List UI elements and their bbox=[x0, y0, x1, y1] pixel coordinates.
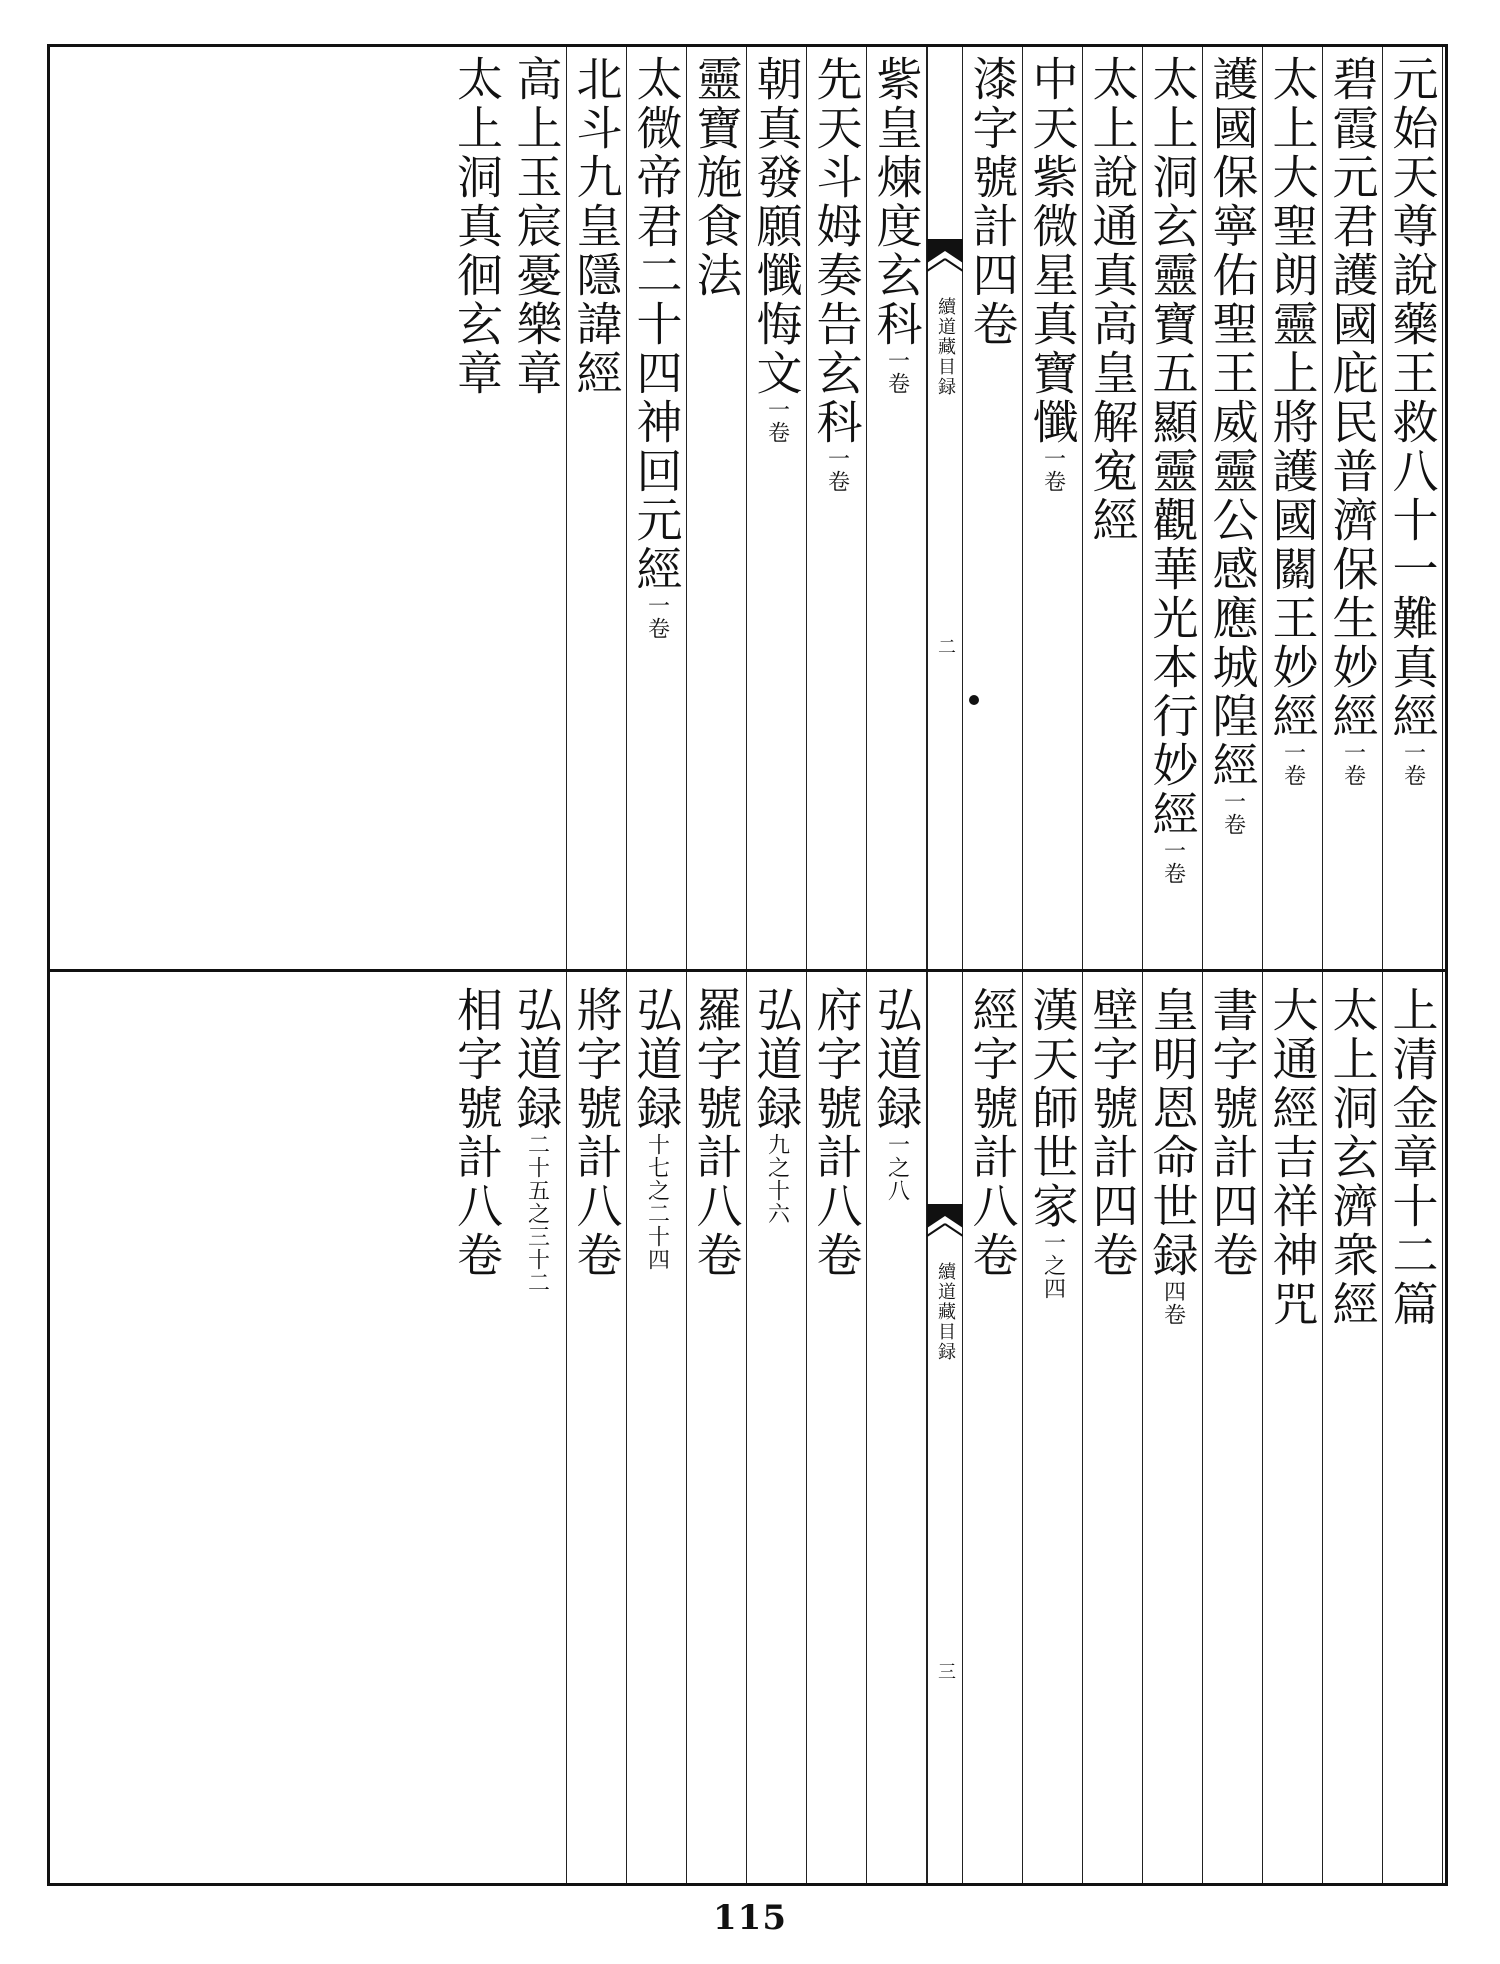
volume-note: 一卷 bbox=[1400, 741, 1426, 787]
entry-text bbox=[1265, 55, 1320, 787]
folio-number: 二 bbox=[935, 637, 956, 655]
entry-text bbox=[749, 55, 804, 444]
entry-text bbox=[450, 55, 504, 398]
entry-text bbox=[1385, 986, 1440, 1329]
entry-text bbox=[869, 986, 924, 1202]
volume-note: 一卷 bbox=[1220, 790, 1246, 836]
column-right-col-6 bbox=[1023, 47, 1083, 969]
entry-text bbox=[1205, 986, 1260, 1280]
column-left-col-4 bbox=[627, 972, 687, 1883]
page-frame bbox=[47, 44, 1448, 1886]
column-left-col-7 bbox=[447, 972, 507, 1883]
volume-note: 一卷 bbox=[1160, 839, 1186, 885]
entry-title: 相字號計八卷 bbox=[450, 986, 504, 1280]
entry-title: 弘道録 bbox=[749, 986, 804, 1133]
entry-title: 碧霞元君護國庇民普濟保生妙經 bbox=[1325, 55, 1380, 741]
entry-title: 皇明恩命世録 bbox=[1145, 986, 1200, 1280]
volume-note: 一卷 bbox=[1280, 741, 1306, 787]
entry-title: 紫皇煉度玄科 bbox=[869, 55, 924, 349]
volume-note: 一卷 bbox=[644, 594, 670, 640]
entry-title: 朝真發願懺悔文 bbox=[749, 55, 804, 398]
entry-title: 太微帝君二十四神回元經 bbox=[629, 55, 684, 594]
entry-title: 太上洞玄靈寶五顯靈觀華光本行妙經 bbox=[1145, 55, 1200, 839]
gutter-title: 續道藏目録 bbox=[935, 297, 956, 397]
entry-text bbox=[629, 986, 684, 1271]
fold-gutter bbox=[927, 47, 963, 969]
column-right-col-3 bbox=[1203, 47, 1263, 969]
entry-title: 壁字號計四卷 bbox=[1085, 986, 1140, 1280]
volume-note: 四卷 bbox=[1160, 1280, 1186, 1326]
entry-title: 中天紫微星真寶懺 bbox=[1025, 55, 1080, 447]
entry-title: 府字號計八卷 bbox=[809, 986, 864, 1280]
entry-title: 先天斗姆奏告玄科 bbox=[809, 55, 864, 447]
entry-text bbox=[809, 986, 864, 1280]
entry-text bbox=[689, 986, 744, 1280]
entry-title: 靈寶施食法 bbox=[689, 55, 744, 300]
volume-note: 一卷 bbox=[1040, 447, 1066, 493]
fold-gutter bbox=[927, 972, 963, 1883]
folio-number: 三 bbox=[935, 1662, 956, 1680]
entry-text bbox=[450, 986, 504, 1280]
volume-note: 一卷 bbox=[764, 398, 790, 444]
column-right-col-4 bbox=[1143, 47, 1203, 969]
column-right-col-7 bbox=[963, 972, 1023, 1883]
column-right-col-2 bbox=[1263, 47, 1323, 969]
fishtail-mark-icon bbox=[927, 239, 963, 279]
column-left-col-7 bbox=[447, 47, 507, 969]
entry-text bbox=[749, 986, 804, 1225]
column-right-col-2 bbox=[1263, 972, 1323, 1883]
entry-text bbox=[1325, 55, 1380, 787]
entry-text bbox=[1205, 55, 1260, 836]
entry-text bbox=[689, 55, 744, 300]
entry-text bbox=[1145, 986, 1200, 1326]
column-right-col-0 bbox=[1383, 972, 1443, 1883]
volume-note: 二十五之三十二 bbox=[524, 1133, 550, 1294]
entry-text bbox=[509, 986, 564, 1294]
entry-title: 北斗九皇隱諱經 bbox=[569, 55, 624, 398]
entry-title: 弘道録 bbox=[509, 986, 564, 1133]
entry-text bbox=[1265, 986, 1320, 1329]
column-left-col-1 bbox=[807, 972, 867, 1883]
column-left-col-3 bbox=[687, 47, 747, 969]
entry-title: 大通經吉祥神咒 bbox=[1265, 986, 1320, 1329]
column-right-col-0 bbox=[1383, 47, 1443, 969]
entry-title: 書字號計四卷 bbox=[1205, 986, 1260, 1280]
column-left-col-5 bbox=[567, 972, 627, 1883]
entry-title: 太上大聖朗靈上將護國關王妙經 bbox=[1265, 55, 1320, 741]
volume-note: 一卷 bbox=[1340, 741, 1366, 787]
column-left-col-0 bbox=[867, 972, 927, 1883]
page-number: 115 bbox=[713, 1898, 787, 1938]
column-left-col-4 bbox=[627, 47, 687, 969]
column-right-col-6 bbox=[1023, 972, 1083, 1883]
entry-title: 太上說通真高皇解寃經 bbox=[1085, 55, 1140, 545]
entry-text bbox=[569, 986, 624, 1280]
entry-text bbox=[1085, 986, 1140, 1280]
column-right-col-3 bbox=[1203, 972, 1263, 1883]
column-right-col-4 bbox=[1143, 972, 1203, 1883]
entry-title: 漆字號計四卷 bbox=[965, 55, 1020, 349]
column-left-col-5 bbox=[567, 47, 627, 969]
entry-text bbox=[569, 55, 624, 398]
entry-text bbox=[1025, 986, 1080, 1300]
column-left-col-3 bbox=[687, 972, 747, 1883]
column-right-col-5 bbox=[1083, 972, 1143, 1883]
column-left-col-6 bbox=[507, 972, 567, 1883]
column-left-col-2 bbox=[747, 47, 807, 969]
entry-text bbox=[509, 55, 564, 398]
ink-dot bbox=[969, 695, 979, 705]
bottom-panel bbox=[50, 972, 1445, 1883]
entry-title: 太上洞真徊玄章 bbox=[450, 55, 504, 398]
entry-title: 太上洞玄濟衆經 bbox=[1325, 986, 1380, 1329]
entry-title: 上清金章十二篇 bbox=[1385, 986, 1440, 1329]
volume-note: 一之八 bbox=[884, 1133, 910, 1202]
column-left-col-1 bbox=[807, 47, 867, 969]
column-right-col-1 bbox=[1323, 972, 1383, 1883]
entry-text bbox=[965, 986, 1020, 1280]
entry-text bbox=[1385, 55, 1440, 787]
top-panel bbox=[50, 47, 1445, 969]
entry-title: 羅字號計八卷 bbox=[689, 986, 744, 1280]
column-right-col-5 bbox=[1083, 47, 1143, 969]
entry-title: 護國保寧佑聖王威靈公感應城隍經 bbox=[1205, 55, 1260, 790]
entry-text bbox=[965, 55, 1020, 349]
entry-text bbox=[1325, 986, 1380, 1329]
fishtail-mark-icon bbox=[927, 1204, 963, 1244]
volume-note: 九之十六 bbox=[764, 1133, 790, 1225]
entry-text bbox=[809, 55, 864, 493]
entry-text bbox=[1025, 55, 1080, 493]
entry-text bbox=[1145, 55, 1200, 885]
column-left-col-0 bbox=[867, 47, 927, 969]
entry-text bbox=[629, 55, 684, 640]
column-right-col-7 bbox=[963, 47, 1023, 969]
volume-note: 一卷 bbox=[884, 349, 910, 395]
column-right-col-1 bbox=[1323, 47, 1383, 969]
volume-note: 十七之二十四 bbox=[644, 1133, 670, 1271]
entry-title: 弘道録 bbox=[629, 986, 684, 1133]
entry-title: 弘道録 bbox=[869, 986, 924, 1133]
column-left-col-6 bbox=[507, 47, 567, 969]
entry-title: 漢天師世家 bbox=[1025, 986, 1080, 1231]
entry-text bbox=[1085, 55, 1140, 545]
volume-note: 一卷 bbox=[824, 447, 850, 493]
entry-title: 將字號計八卷 bbox=[569, 986, 624, 1280]
column-left-col-2 bbox=[747, 972, 807, 1883]
entry-title: 元始天尊說藥王救八十一難真經 bbox=[1385, 55, 1440, 741]
entry-text bbox=[869, 55, 924, 395]
entry-title: 經字號計八卷 bbox=[965, 986, 1020, 1280]
entry-title: 高上玉宸憂樂章 bbox=[509, 55, 564, 398]
volume-note: 一之四 bbox=[1040, 1231, 1066, 1300]
gutter-title: 續道藏目録 bbox=[935, 1262, 956, 1362]
